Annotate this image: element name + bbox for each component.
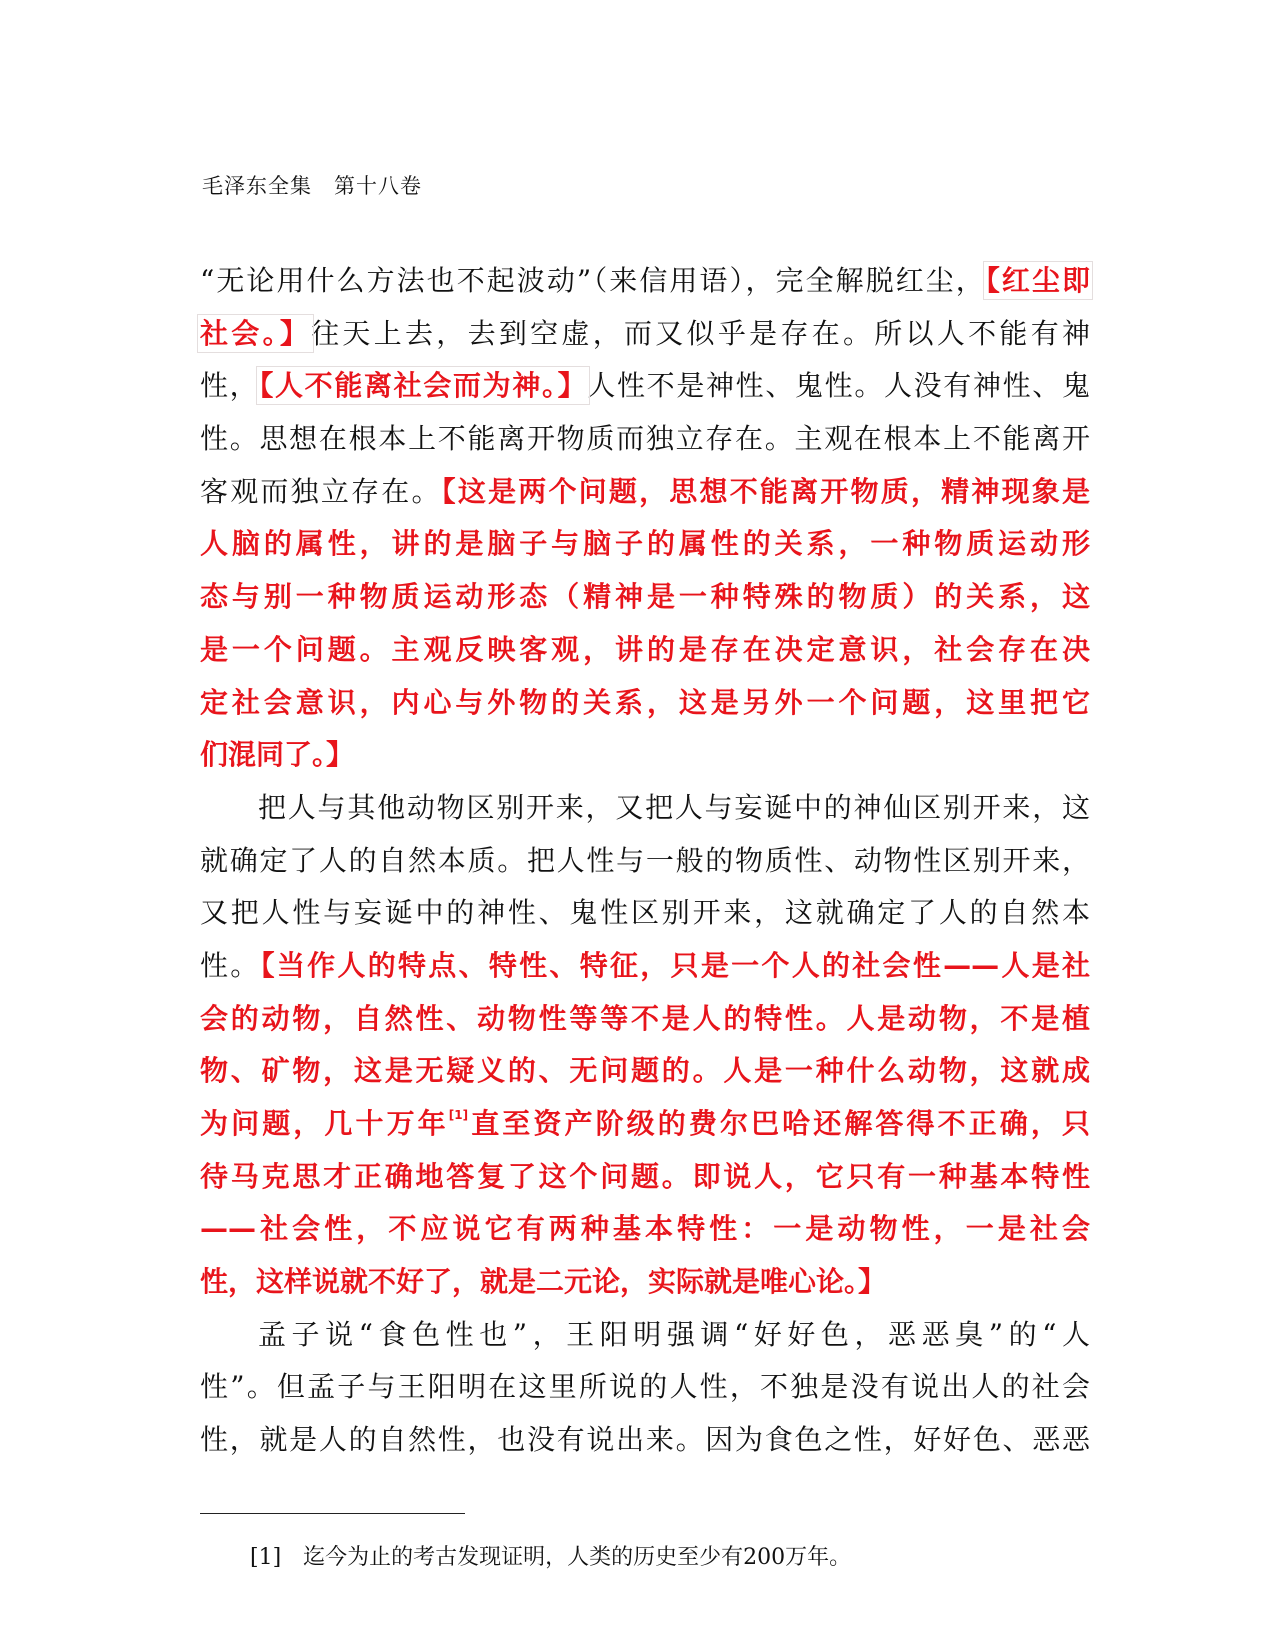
annotation-text: 【红尘即 <box>985 264 1090 297</box>
text-line <box>200 571 1090 624</box>
text-line <box>200 360 1090 413</box>
annotation-text: 态与别一种物质运动形态（精神是一种特殊的物质）的关系，这 <box>200 580 1090 614</box>
annotation-text: 【人不能离社会而为神。】 <box>259 369 588 403</box>
body-text: 性，就是人的自然性，也没有说出来。因为食色之性，好好色、恶恶 <box>200 1423 1090 1457</box>
body-text: “无论用什么方法也不起波动”（来信用语），完全解脱红尘， <box>200 264 986 297</box>
annotation-text: 定社会意识，内心与外物的关系，这是另外一个问题，这里把它 <box>200 685 1090 719</box>
text-line <box>200 993 1090 1046</box>
text-line <box>200 1203 1090 1256</box>
text-line <box>200 677 1090 730</box>
annotation-text: ——社会性，不应说它有两种基本特性：一是动物性，一是社会 <box>200 1212 1090 1246</box>
body-text: 往天上去，去到空虚，而又似乎是存在。所以人不能有神 <box>311 316 1090 350</box>
body-text: 性。思想在根本上不能离开物质而独立存在。主观在根本上不能离开 <box>200 422 1090 456</box>
text-line <box>200 887 1090 940</box>
text-line <box>200 782 1090 835</box>
text-line <box>200 255 1090 308</box>
annotation-text: 物、矿物，这是无疑义的、无问题的。人是一种什么动物，这就成 <box>200 1054 1090 1088</box>
annotation-text: 社会。】 <box>200 316 312 350</box>
body-text: 就确定了人的自然本质。把人性与一般的物质性、动物性区别开来， <box>200 843 1090 877</box>
annotation-text: 人脑的属性，讲的是脑子与脑子的属性的关系，一种物质运动形 <box>200 527 1090 561</box>
text-line <box>200 1414 1090 1467</box>
text-line <box>200 466 1090 519</box>
body-text: 把人与其他动物区别开来，又把人与妄诞中的神仙区别开来，这 <box>258 790 1090 824</box>
text-line <box>200 1256 1090 1309</box>
page-body <box>200 255 1090 1467</box>
footnote-text: 迄今为止的考古发现证明，人类的历史至少有200万年。 <box>303 1545 852 1570</box>
annotation-text: 是一个问题。主观反映客观，讲的是存在决定意识，社会存在决 <box>200 632 1090 666</box>
body-text: 人性不是神性、鬼性。人没有神性、鬼 <box>587 369 1090 403</box>
annotation-text: 为问题，几十万年 <box>200 1107 449 1140</box>
text-line <box>200 518 1090 571</box>
annotation-text: 【这是两个问题，思想不能离开物质，精神现象是 <box>441 474 1090 508</box>
footnote-divider <box>200 1513 465 1514</box>
body-text: 性。 <box>200 948 261 982</box>
footnote-reference: [1] <box>448 1108 469 1122</box>
running-header: 毛泽东全集 第十八卷 <box>202 174 422 198</box>
text-line <box>200 1151 1090 1204</box>
text-line <box>200 413 1090 466</box>
annotation-text: 待马克思才正确地答复了这个问题。即说人，它只有一种基本特性 <box>200 1159 1090 1193</box>
text-line <box>200 1045 1090 1098</box>
body-text: 客观而独立存在。 <box>200 474 442 508</box>
body-text: 孟子说“食色性也”，王阳明强调“好好色，恶恶臭”的“人 <box>258 1317 1090 1351</box>
footnote-mark: [1] <box>250 1545 282 1570</box>
text-line <box>200 1098 1090 1151</box>
annotation-text: 会的动物，自然性、动物性等等不是人的特性。人是动物，不是植 <box>200 1001 1090 1035</box>
text-line <box>200 624 1090 677</box>
text-line <box>200 1309 1090 1362</box>
text-line <box>200 729 1090 782</box>
text-line <box>200 1361 1090 1414</box>
body-text: 又把人性与妄诞中的神性、鬼性区别开来，这就确定了人的自然本 <box>200 896 1090 930</box>
text-line <box>200 308 1090 361</box>
body-text: 性， <box>200 369 260 403</box>
annotation-text: 性，这样说就不好了，就是二元论，实际就是唯心论。】 <box>200 1265 887 1299</box>
annotation-text: 直至资产阶级的费尔巴哈还解答得不正确，只 <box>468 1107 1090 1140</box>
annotation-text: 【当作人的特点、特性、特征，只是一个人的社会性——人是社 <box>260 948 1090 982</box>
text-line <box>200 835 1090 888</box>
text-line <box>200 940 1090 993</box>
annotation-text: 们混同了。】 <box>200 738 355 772</box>
body-text: 性”。但孟子与王阳明在这里所说的人性，不独是没有说出人的社会 <box>200 1370 1090 1404</box>
footnote <box>250 1540 851 1571</box>
